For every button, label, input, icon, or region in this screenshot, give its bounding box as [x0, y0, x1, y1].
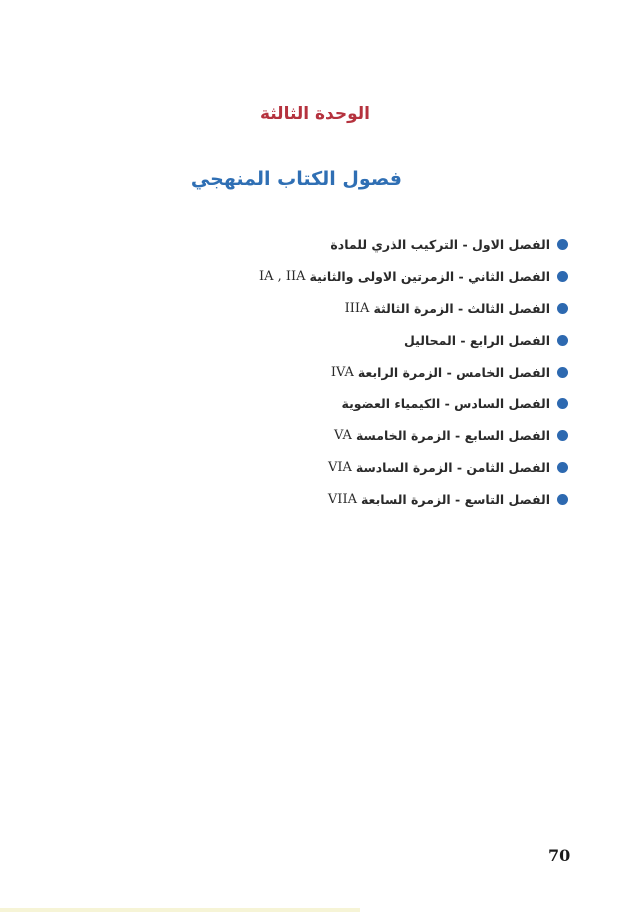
chapter-item-2 — [259, 261, 568, 293]
page-number: 70 — [548, 846, 571, 865]
bullet-icon — [557, 271, 568, 282]
bullet-icon — [557, 398, 568, 409]
bullet-icon — [557, 367, 568, 378]
group-code: VIIA — [327, 491, 357, 507]
unit-title: الوحدة الثالثة — [259, 104, 370, 124]
chapter-item-4 — [259, 324, 568, 356]
group-code: IVA — [330, 364, 354, 380]
bullet-icon — [557, 494, 568, 505]
bottom-strip — [0, 908, 360, 912]
group-code: IIIA — [344, 300, 370, 316]
chapter-title: الفصل التاسع - الزمرة السابعة — [360, 491, 550, 507]
chapter-item-5 — [259, 356, 568, 388]
chapter-title: الفصل الثامن - الزمرة السادسة — [355, 459, 550, 475]
bullet-icon — [557, 462, 568, 473]
section-title: فصول الكتاب المنهجي — [190, 168, 402, 190]
chapter-title: الفصل السابع - الزمرة الخامسة — [355, 428, 550, 444]
chapter-title: الفصل السادس - الكيمياء العضوية — [341, 396, 550, 412]
chapter-item-1 — [259, 229, 568, 261]
chapter-list — [259, 229, 568, 515]
chapter-title: الفصل الثاني - الزمرتين الاولى والثانية — [309, 269, 550, 285]
bullet-icon — [557, 335, 568, 346]
chapter-item-3 — [259, 293, 568, 325]
bullet-icon — [557, 430, 568, 441]
chapter-title: الفصل الخامس - الزمرة الرابعة — [357, 364, 550, 380]
group-code: IA , IIA — [258, 269, 306, 285]
bullet-icon — [557, 239, 568, 250]
chapter-title: الفصل الثالث - الزمرة الثالثة — [373, 300, 550, 316]
chapter-item-6 — [259, 388, 568, 420]
chapter-item-7 — [259, 420, 568, 452]
chapter-title: الفصل الرابع - المحاليل — [404, 332, 550, 348]
chapter-title: الفصل الاول - التركيب الذري للمادة — [330, 237, 550, 253]
group-code: VA — [334, 428, 352, 444]
chapter-item-8 — [259, 452, 568, 484]
chapter-item-9 — [259, 483, 568, 515]
bullet-icon — [557, 303, 568, 314]
group-code: VIA — [327, 459, 352, 475]
